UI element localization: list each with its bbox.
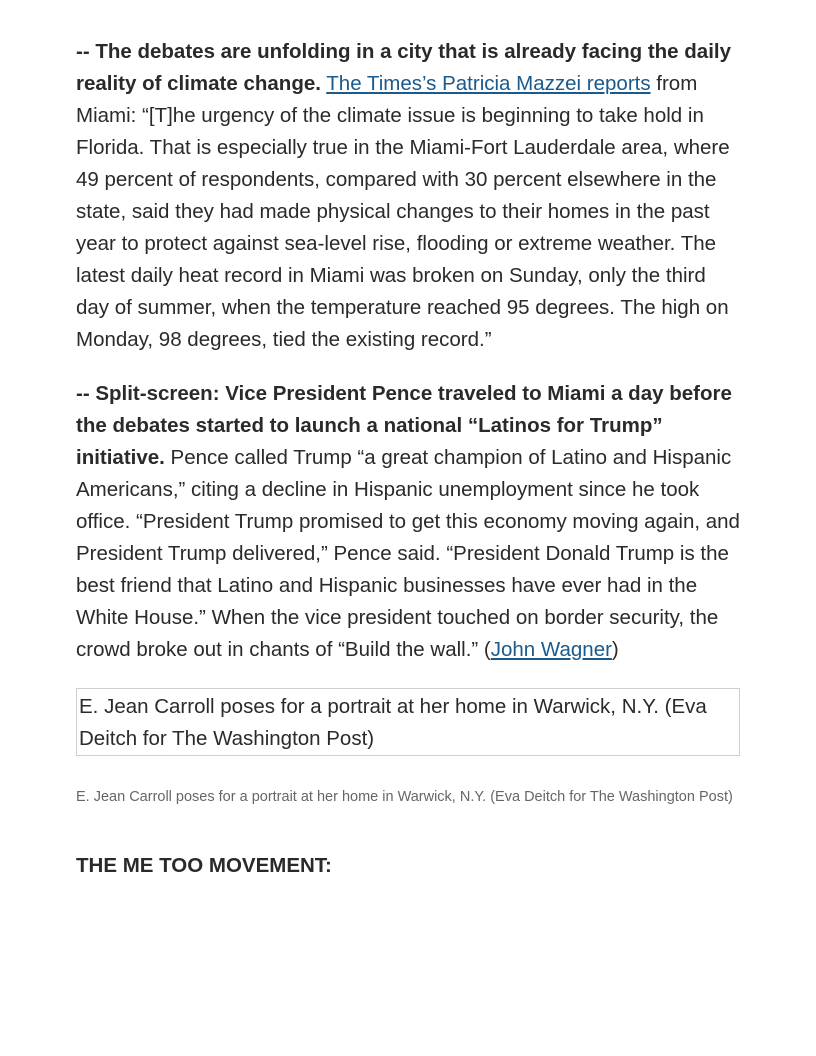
- john-wagner-link[interactable]: John Wagner: [490, 638, 612, 661]
- paragraph-climate: [76, 36, 740, 356]
- times-mazzei-link[interactable]: The Times’s Patricia Mazzei reports: [326, 72, 651, 95]
- paragraph-climate-lead: -- The debates are unfolding in a city that is already facing the daily reality of climate change.: [76, 40, 731, 95]
- paragraph-pence-lead: -- Split-screen: Vice President Pence traveled to Miami a day before the debates started to launch a national “Latinos for Trump” initiative.: [76, 382, 732, 469]
- paragraph-pence: [76, 378, 740, 666]
- paragraph-pence-close: ): [611, 638, 619, 661]
- image-alt-text: E. Jean Carroll poses for a portrait at her home in Warwick, N.Y. (Eva Deitch for The Washington Post): [79, 695, 707, 750]
- image-caption: E. Jean Carroll poses for a portrait at her home in Warwick, N.Y. (Eva Deitch for The Washington Post): [76, 789, 733, 805]
- broken-image-placeholder: [76, 688, 740, 756]
- section-heading-me-too: THE ME TOO MOVEMENT:: [76, 854, 332, 877]
- paragraph-climate-text: from Miami: “[T]he urgency of the climate issue is beginning to take hold in Florida. That is especially true in the Miami-Fort Lauderdale area, where 49 percent of respondents, compared with 30 percent elsewhere in the state, said they had made physical changes to their homes in the past year to protect against sea-level rise, flooding or extreme weather. The latest daily heat record in Miami was broken on Sunday, only the third day of summer, when the temperature reached 95 degrees. The high on Monday, 98 degrees, tied the existing record.”: [76, 72, 730, 351]
- paragraph-pence-text: Pence called Trump “a great champion of Latino and Hispanic Americans,” citing a decline in Hispanic unemployment since he took office. “President Trump promised to get this economy moving again, and President Trump delivered,” Pence said. “President Donald Trump is the best friend that Latino and Hispanic businesses have ever had in the White House.” When the vice president touched on border security, the crowd broke out in chants of “Build the wall.” (: [76, 446, 740, 661]
- article-body: [76, 36, 740, 882]
